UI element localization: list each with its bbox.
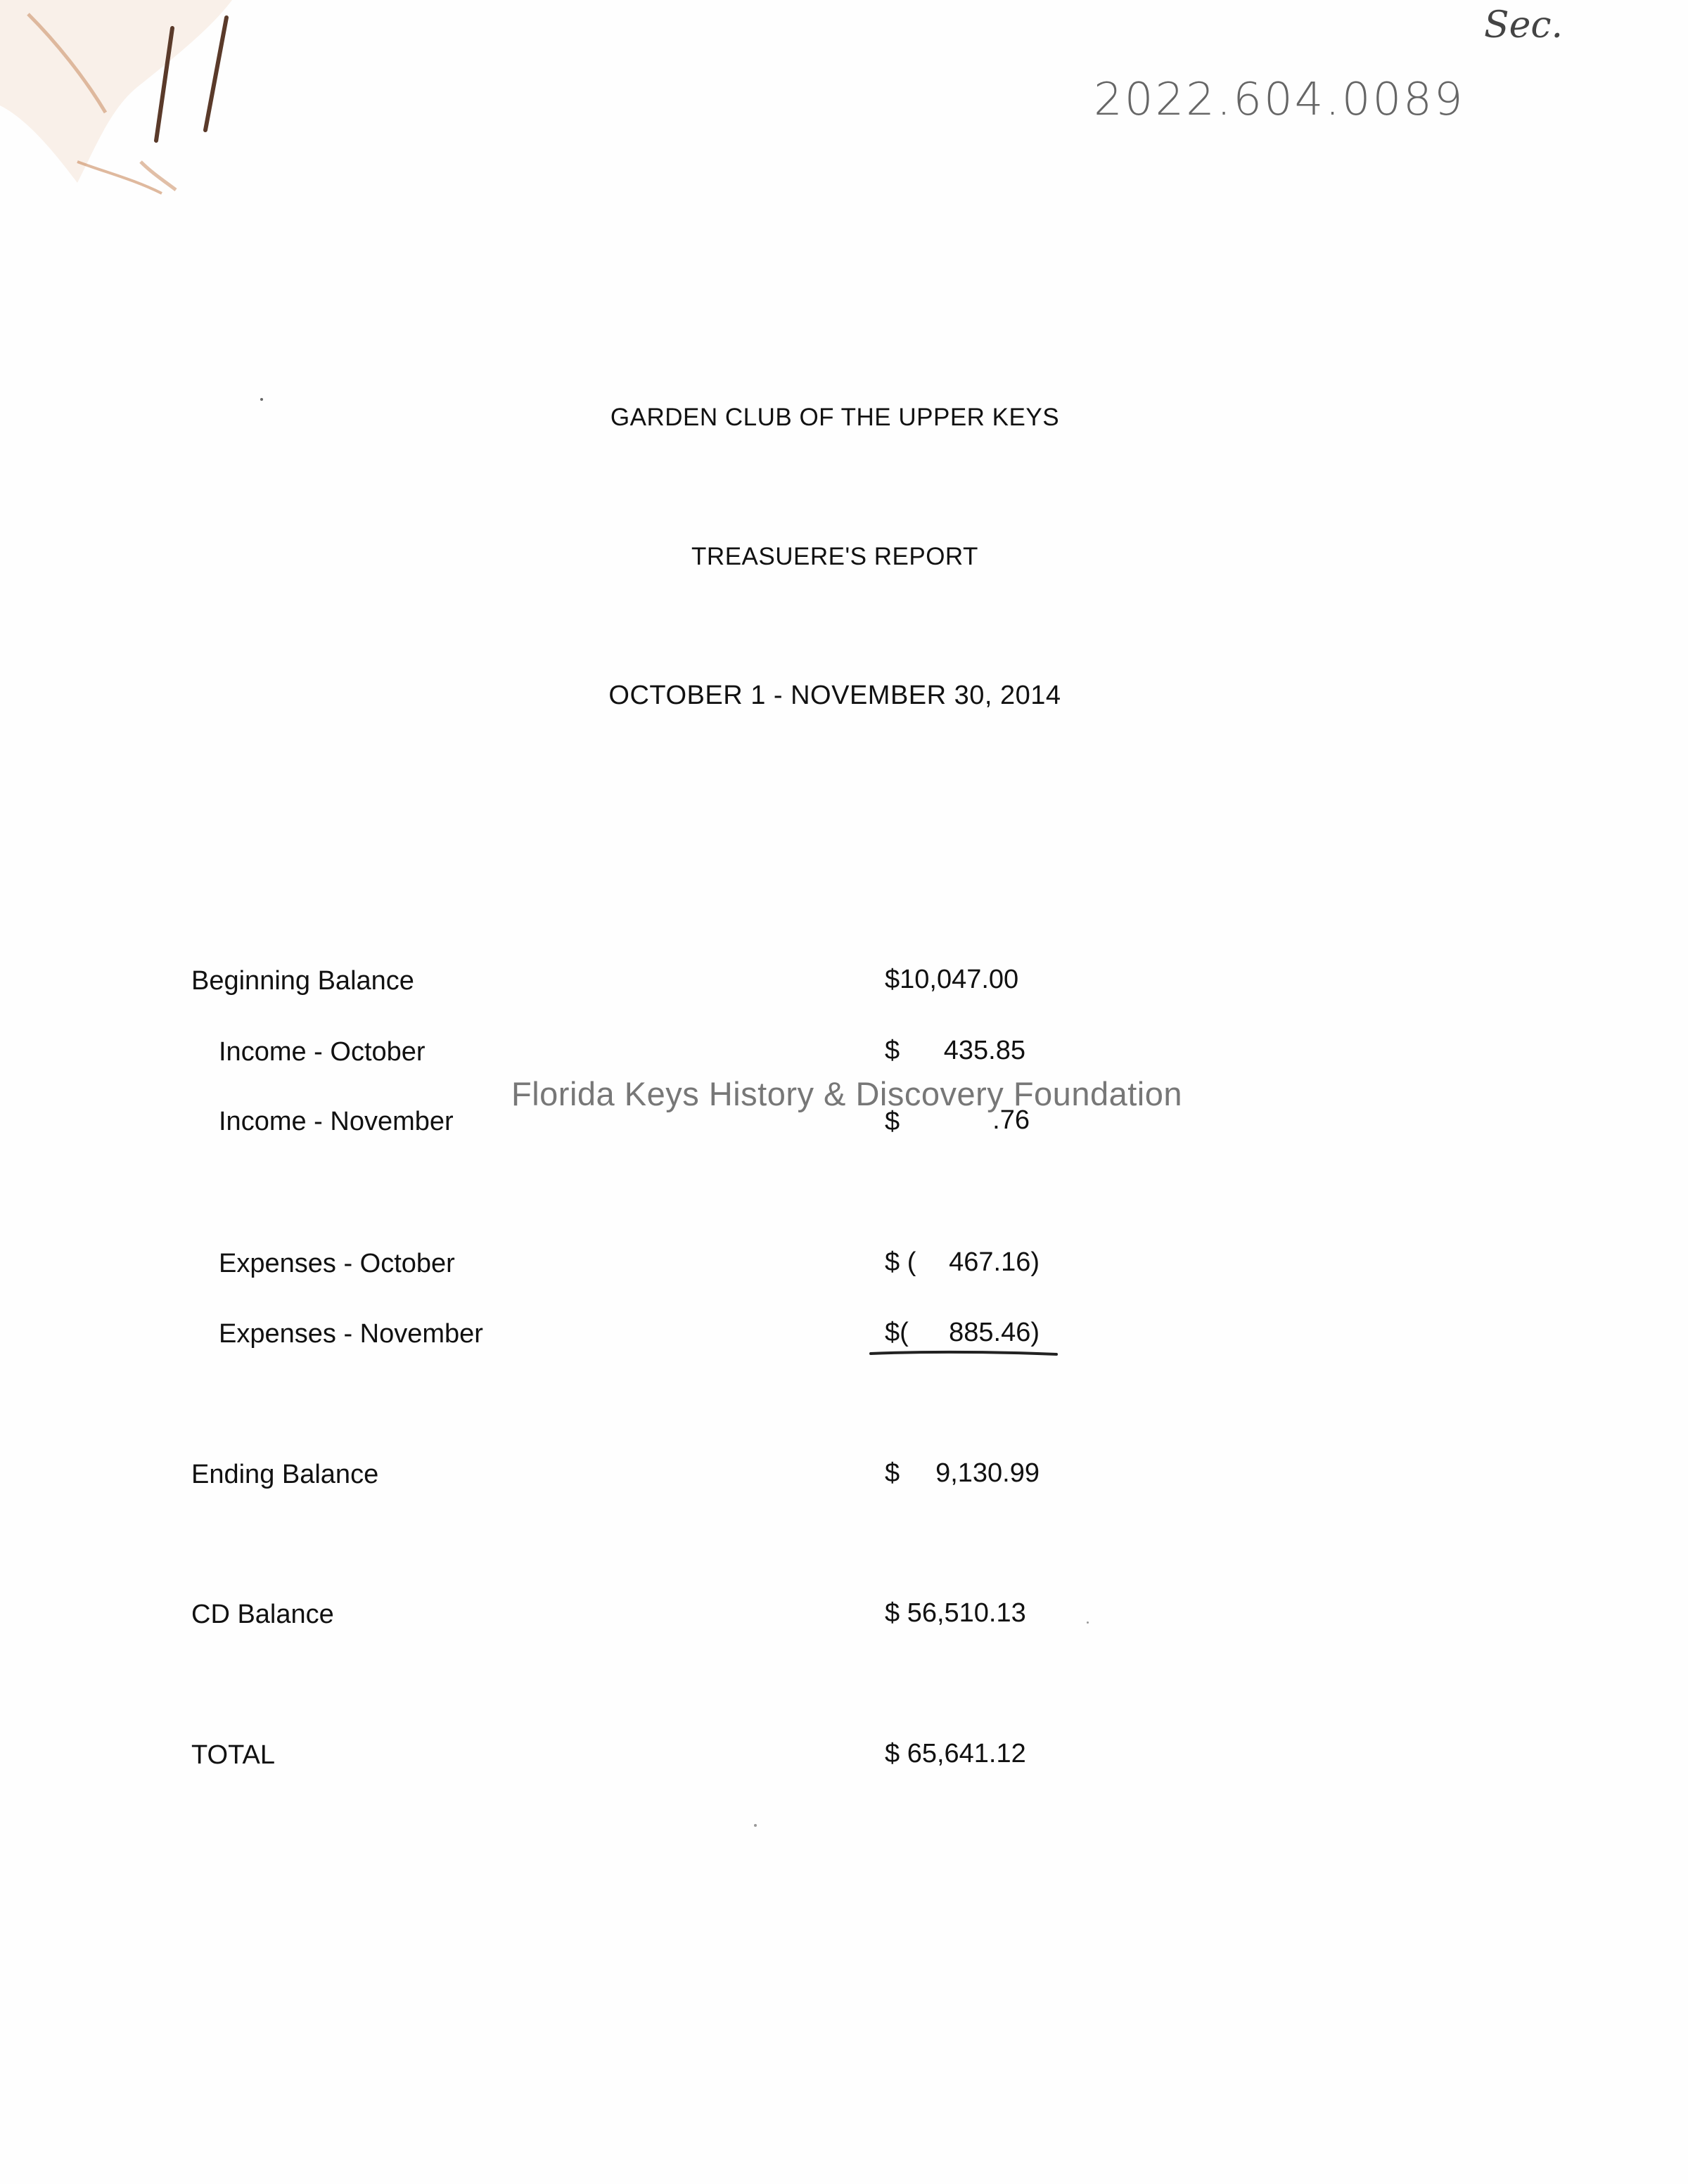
amount-expenses-october: 467.16) xyxy=(949,1247,1040,1277)
label-expenses-november: Expenses - November xyxy=(219,1319,483,1349)
total-underline xyxy=(865,1343,1062,1364)
organization-title: GARDEN CLUB OF THE UPPER KEYS xyxy=(610,404,1060,431)
label-income-november: Income - November xyxy=(219,1107,454,1136)
amount-income-november: .76 xyxy=(992,1105,1030,1135)
amount-income-october-sign: $ xyxy=(885,1036,900,1065)
amount-income-october: 435.85 xyxy=(943,1036,1025,1065)
amount-expenses-november-sign: $( xyxy=(885,1318,909,1347)
label-expenses-october: Expenses - October xyxy=(219,1249,455,1278)
amount-ending-balance-sign: $ xyxy=(885,1458,900,1488)
speck xyxy=(260,398,263,401)
report-period: OCTOBER 1 - NOVEMBER 30, 2014 xyxy=(608,681,1061,710)
corner-stain xyxy=(0,0,295,211)
amount-ending-balance: 9,130.99 xyxy=(935,1458,1040,1488)
amount-expenses-november: 885.46) xyxy=(949,1318,1040,1347)
watermark: Florida Keys History & Discovery Foundation xyxy=(511,1075,1183,1112)
label-total: TOTAL xyxy=(191,1740,275,1770)
label-cd-balance: CD Balance xyxy=(191,1600,334,1629)
amount-beginning-balance: $10,047.00 xyxy=(885,965,1019,994)
amount-total: $ 65,641.12 xyxy=(885,1739,1026,1768)
speck xyxy=(754,1824,757,1827)
label-ending-balance: Ending Balance xyxy=(191,1460,379,1489)
label-beginning-balance: Beginning Balance xyxy=(191,966,414,996)
corner-note: Sec. xyxy=(1484,4,1564,46)
speck xyxy=(1087,1621,1089,1624)
accession-number: 2022.604.0089 xyxy=(1094,74,1465,126)
amount-cd-balance: $ 56,510.13 xyxy=(885,1598,1026,1628)
amount-expenses-october-sign: $ ( xyxy=(885,1247,916,1277)
amount-income-november-sign: $ xyxy=(885,1107,900,1136)
label-income-october: Income - October xyxy=(219,1037,426,1067)
report-title: TREASUERE'S REPORT xyxy=(691,543,978,570)
